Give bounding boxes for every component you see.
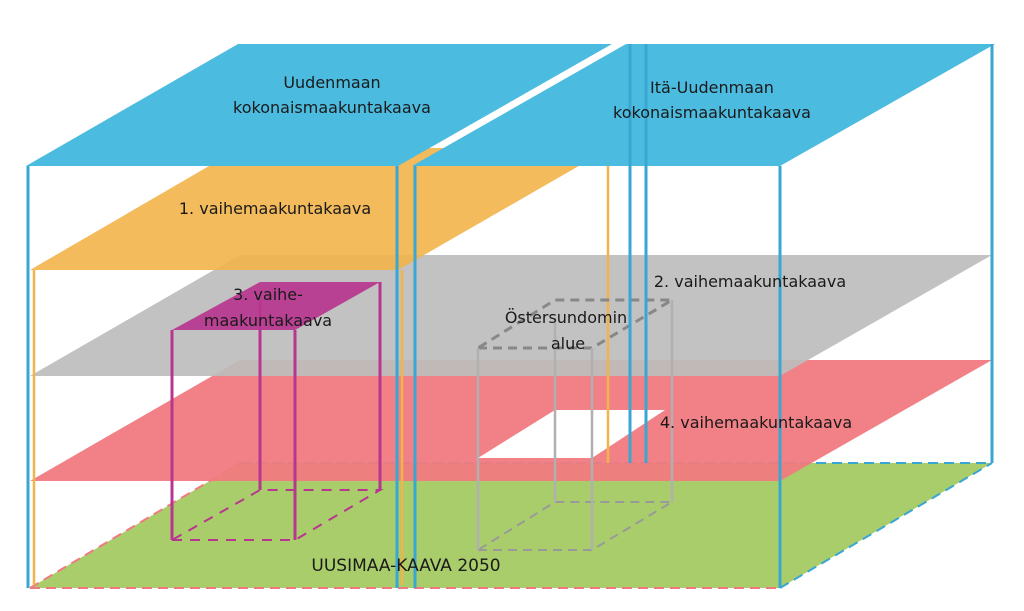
label-ostersundom-line1: Östersundomin <box>504 308 628 327</box>
label-itauusimaa-line2: kokonaismaakuntakaava <box>613 103 811 122</box>
label-uusimaa-line2: kokonaismaakuntakaava <box>233 98 431 117</box>
label-vaihe3-line2: maakuntakaava <box>203 311 333 330</box>
label-vaihe1: 1. vaihemaakuntakaava <box>178 199 372 218</box>
label-ostersundom-line2: alue <box>550 334 586 353</box>
label-vaihe4: 4. vaihemaakuntakaava <box>659 413 853 432</box>
label-uusimaa-2050: UUSIMAA-KAAVA 2050 <box>311 556 501 576</box>
label-uusimaa-line1: Uudenmaan <box>283 73 381 92</box>
label-vaihe2: 2. vaihemaakuntakaava <box>653 272 847 291</box>
label-itauusimaa-line1: Itä-Uudenmaan <box>650 78 774 97</box>
layer-uusimaa-2050 <box>30 463 992 588</box>
label-vaihe3-line1: 3. vaihe- <box>233 285 303 304</box>
